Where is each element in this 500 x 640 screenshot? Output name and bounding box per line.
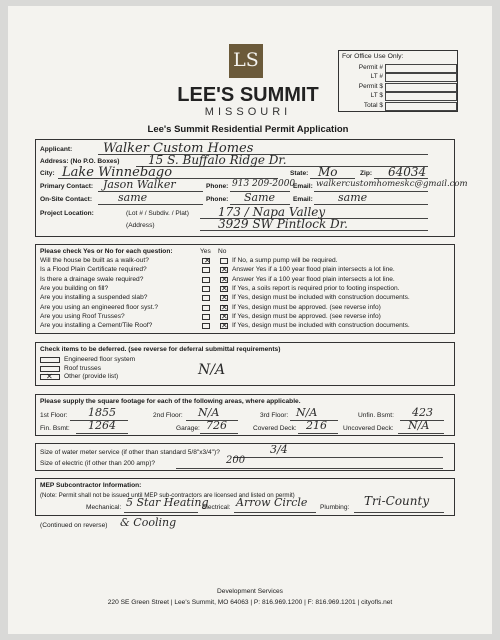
question-note: If Yes, design must be included with construction documents. <box>232 322 410 330</box>
electric-line <box>176 468 443 469</box>
address-value[interactable]: 15 S. Buffalo Ridge Dr. <box>148 153 287 167</box>
plumbing-label: Plumbing: <box>320 504 350 511</box>
uncovered-deck-value[interactable]: N/A <box>408 419 430 432</box>
office-use-title: For Office Use Only: <box>342 53 404 60</box>
mechanical-value[interactable]: 5 Star Heating <box>126 496 209 509</box>
finished-basement-line <box>76 433 128 434</box>
deferred-heading: Check items to be deferred. (see reverse for deferral submittal requirements) <box>40 346 281 353</box>
office-use-row-field[interactable] <box>385 83 457 92</box>
mep-heading: MEP Subcontractor Information: <box>40 482 142 489</box>
uncovered-deck-label: Uncovered Deck: <box>343 425 394 432</box>
question-text: Are you using Roof Trusses? <box>40 312 125 320</box>
unfinished-basement-label: Unfin. Bsmt: <box>358 412 394 419</box>
mep-note: (Note: Permit shall not be issued until MEP sub-contractors are licensed and listed on permit) <box>40 492 295 499</box>
yes-column-label: Yes <box>200 248 211 255</box>
office-use-row-field[interactable] <box>385 92 457 101</box>
deferred-item-label: Roof trusses <box>64 364 102 372</box>
city-label: City: <box>40 170 55 177</box>
footer-contact: 220 SE Green Street | Lee's Summit, MO 64063 | P: 816.969.1200 | F: 816.969.1201 | cityofls.net <box>107 599 393 606</box>
question-text: Is a Flood Plain Certificate required? <box>40 266 147 274</box>
question-text: Are you using an engineered floor syst.? <box>40 303 159 311</box>
garage-line <box>200 433 238 434</box>
covered-deck-value[interactable]: 216 <box>306 419 327 432</box>
primary-contact-line <box>98 191 203 192</box>
question-no-checkbox[interactable] <box>220 258 228 264</box>
city-name: LEE'S SUMMIT <box>177 84 319 106</box>
water-meter-label: Size of water meter service (if other than standard 5/8"x3/4")? <box>40 449 220 456</box>
office-use-row-label: Permit $ <box>358 82 383 90</box>
lot-value[interactable]: 173 / Napa Valley <box>218 205 326 219</box>
electrical-value[interactable]: Arrow Circle <box>236 496 308 509</box>
question-text: Are you building on fill? <box>40 284 109 292</box>
second-floor-value[interactable]: N/A <box>198 406 220 419</box>
office-use-box <box>338 50 458 112</box>
applicant-label: Applicant: <box>40 146 73 153</box>
project-location-label: Project Location: <box>40 210 94 217</box>
email2-label: Email: <box>293 196 313 203</box>
third-floor-label: 3rd Floor: <box>260 412 289 419</box>
question-check-mark: ✕ <box>221 293 228 303</box>
phone-label: Phone: <box>206 183 229 190</box>
unfinished-basement-value[interactable]: 423 <box>412 406 433 419</box>
office-use-row <box>339 83 457 92</box>
question-note: Answer Yes if a 100 year flood plain intersects a lot line. <box>232 275 395 283</box>
first-floor-value[interactable]: 1855 <box>88 406 116 419</box>
question-text: Are you installing a Cement/Tile Roof? <box>40 322 153 330</box>
question-note: If Yes, design must be approved. (see reverse info) <box>232 303 381 311</box>
state-label: State: <box>290 170 309 177</box>
onsite-contact-value[interactable]: same <box>118 191 148 204</box>
finished-basement-label: Fin. Bsmt: <box>40 425 70 432</box>
sqft-heading: Please supply the square footage for each of the following areas, where applicable. <box>40 398 301 405</box>
second-floor-label: 2nd Floor: <box>153 412 183 419</box>
deferred-item-label: Engineered floor system <box>64 356 136 363</box>
electrical-label: Electrical: <box>202 504 231 511</box>
office-use-row-label: LT # <box>370 73 383 81</box>
water-meter-value[interactable]: 3/4 <box>270 443 288 456</box>
third-floor-value[interactable]: N/A <box>296 406 318 419</box>
covered-deck-label: Covered Deck: <box>253 425 297 432</box>
electric-label: Size of electric (if other than 200 amp)? <box>40 460 156 467</box>
question-note: If No, a sump pump will be required. <box>232 257 338 264</box>
question-check-mark: ✕ <box>221 283 228 293</box>
plumbing-value[interactable]: Tri-County <box>364 494 430 508</box>
deferred-check-mark: ✕ <box>46 372 53 381</box>
mechanical-line <box>124 512 198 513</box>
onsite-contact-line <box>98 204 203 205</box>
question-yes-checkbox[interactable] <box>202 277 210 283</box>
electric-value[interactable]: 200 <box>226 455 246 466</box>
onsite-contact-label: On-Site Contact: <box>40 196 93 203</box>
office-use-row-label: LT $ <box>370 92 383 100</box>
plumbing-line <box>354 512 444 513</box>
question-note: If Yes, design must be included with construction documents. <box>232 294 410 302</box>
question-yes-checkbox[interactable] <box>202 314 210 320</box>
office-use-row-field[interactable] <box>385 73 457 82</box>
office-use-row <box>339 92 457 101</box>
question-check-mark: ✕ <box>221 321 228 331</box>
state-name: MISSOURI <box>204 106 292 118</box>
question-check-mark: ✕ <box>221 311 228 321</box>
footer-department: Development Services <box>217 588 283 595</box>
city-logo <box>229 44 263 78</box>
question-yes-checkbox[interactable] <box>202 286 210 292</box>
finished-basement-value[interactable]: 1264 <box>88 419 116 432</box>
email2-value[interactable]: same <box>338 191 368 204</box>
question-check-mark: ✕ <box>221 274 228 284</box>
primary-contact-label: Primary Contact: <box>40 183 94 190</box>
question-text: Are you installing a suspended slab? <box>40 294 148 302</box>
office-use-row <box>339 64 457 73</box>
electrical-line <box>234 512 316 513</box>
mechanical-extra-value: & Cooling <box>120 516 177 529</box>
first-floor-label: 1st Floor: <box>40 412 68 419</box>
zip-label: Zip: <box>360 170 373 177</box>
email-value[interactable]: walkercustomhomeskc@gmail.com <box>316 179 468 189</box>
question-yes-checkbox[interactable] <box>202 305 210 311</box>
phone2-value[interactable]: Same <box>244 191 276 204</box>
question-check-mark: ✕ <box>221 265 228 275</box>
deferred-item-label: Other (provide list) <box>64 373 119 380</box>
lot-label: (Lot # / Subdiv. / Plat) <box>126 210 189 217</box>
project-address-label: (Address) <box>126 222 155 229</box>
office-use-row-field[interactable] <box>385 64 457 73</box>
zip-value[interactable]: 64034 <box>388 165 427 179</box>
office-use-row-label: Permit # <box>358 64 383 71</box>
question-note: Answer Yes if a 100 year flood plain intersects a lot line. <box>232 266 395 274</box>
applicant-value[interactable]: Walker Custom Homes <box>103 141 254 156</box>
water-meter-line <box>233 457 443 458</box>
question-note: If Yes, design must be approved. (see reverse info) <box>232 312 381 320</box>
uncovered-deck-line <box>398 433 444 434</box>
question-check-mark: ✕ <box>221 302 228 312</box>
questions-heading: Please check Yes or No for each question: <box>40 248 173 255</box>
office-use-row-label: Total $ <box>363 101 383 109</box>
question-yes-checkbox[interactable] <box>202 267 210 273</box>
office-use-row <box>339 102 457 111</box>
no-column-label: No <box>218 248 227 255</box>
question-text: Will the house be built as a walk-out? <box>40 257 149 264</box>
deferred-other-value[interactable]: N/A <box>198 362 226 378</box>
deferred-checkbox[interactable] <box>40 357 60 363</box>
covered-deck-line <box>298 433 338 434</box>
email-line <box>314 191 428 192</box>
question-check-mark: ✕ <box>204 256 211 265</box>
question-yes-checkbox[interactable] <box>202 295 210 301</box>
continued-note: (Continued on reverse) <box>40 522 108 529</box>
question-text: Is there a drainage swale required? <box>40 275 144 283</box>
city-value[interactable]: Lake Winnebago <box>62 165 173 180</box>
office-use-row-field[interactable] <box>385 102 457 111</box>
logo-mark: LS <box>233 49 259 71</box>
permit-form-sheet <box>8 6 492 634</box>
mechanical-label: Mechanical: <box>86 504 122 511</box>
office-use-row <box>339 73 457 82</box>
question-yes-checkbox[interactable] <box>202 323 210 329</box>
form-title: Lee's Summit Residential Permit Application <box>147 124 349 135</box>
primary-contact-value[interactable]: Jason Walker <box>103 178 176 191</box>
phone2-label: Phone: <box>206 196 229 203</box>
garage-label: Garage: <box>176 425 200 432</box>
question-note: If Yes, a soils report is required prior to footing inspection. <box>232 284 400 292</box>
email-label: Email: <box>293 183 313 190</box>
address-label: Address: (No P.O. Boxes) <box>40 158 120 165</box>
email2-line <box>314 204 428 205</box>
phone-value[interactable]: 913 209-2000 <box>232 179 296 189</box>
garage-value[interactable]: 726 <box>206 419 227 432</box>
project-address-value[interactable]: 3929 SW Pintlock Dr. <box>218 217 348 231</box>
deferred-checkbox[interactable] <box>40 366 60 372</box>
state-value[interactable]: Mo <box>318 165 338 179</box>
